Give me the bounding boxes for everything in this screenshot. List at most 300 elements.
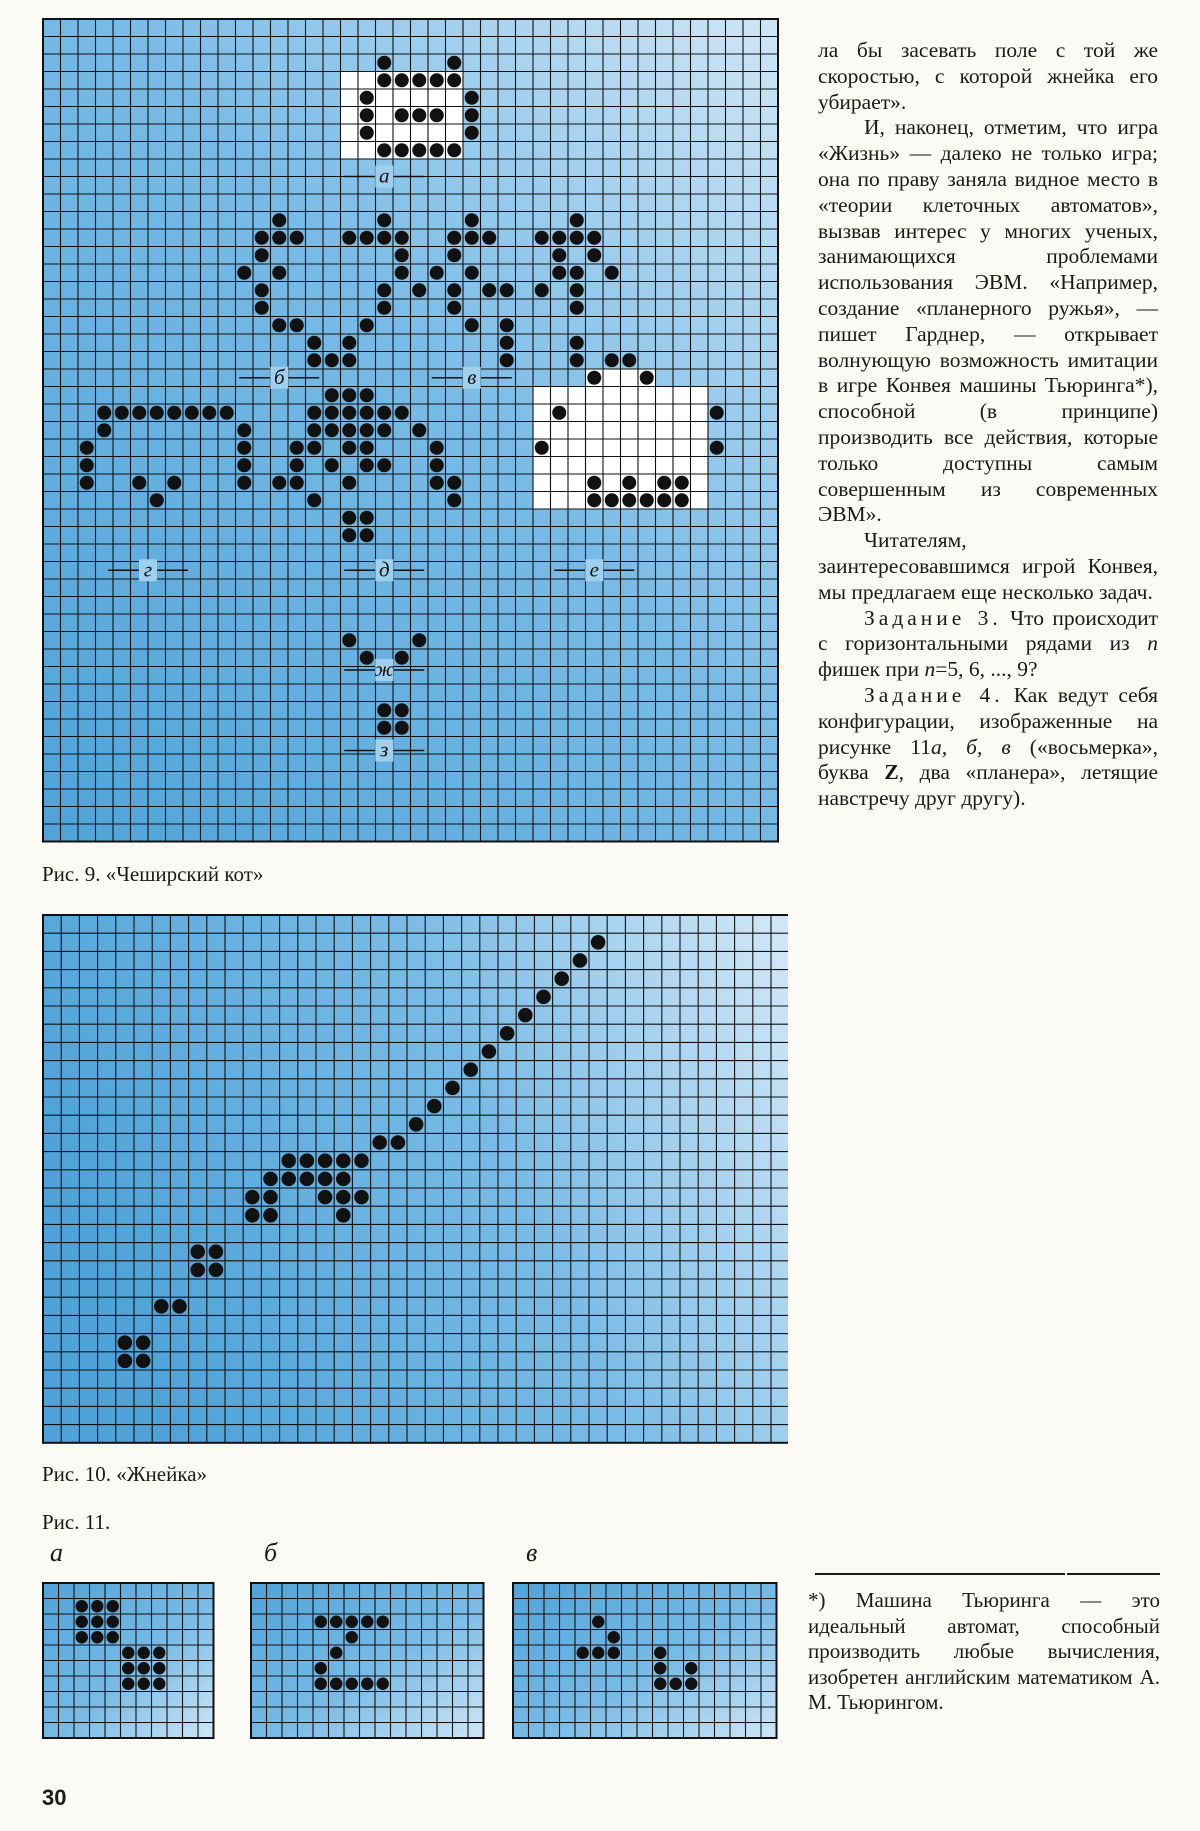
highlight-cell: [533, 387, 551, 405]
cell-dot: [710, 441, 724, 455]
cell-dot: [245, 1190, 260, 1205]
highlight-cell: [341, 89, 359, 107]
cell-dot: [167, 406, 181, 420]
cell-dot: [307, 406, 321, 420]
highlight-cell: [638, 404, 656, 422]
figure-9-label: а: [379, 163, 390, 188]
cell-dot: [122, 1647, 134, 1659]
figure-9-label: ж: [374, 657, 395, 681]
cell-dot: [138, 1678, 150, 1690]
highlight-cell: [603, 474, 621, 492]
cell-dot: [587, 493, 601, 507]
cell-dot: [587, 371, 601, 385]
cell-dot: [395, 651, 409, 665]
cell-dot: [377, 1616, 389, 1628]
cell-dot: [255, 301, 269, 315]
cell-dot: [185, 406, 199, 420]
cell-dot: [430, 108, 444, 122]
cell-dot: [377, 231, 391, 245]
cell-dot: [395, 73, 409, 87]
cell-dot: [500, 1026, 515, 1041]
cell-dot: [318, 1190, 333, 1205]
cell-dot: [445, 1081, 460, 1096]
cell-dot: [412, 108, 426, 122]
highlight-cell: [656, 387, 674, 405]
cell-dot: [237, 441, 251, 455]
highlight-cell: [638, 439, 656, 457]
task-3-label: Задание 3.: [864, 605, 1002, 630]
cell-dot: [395, 721, 409, 735]
cell-dot: [430, 73, 444, 87]
figure-11a-svg: [42, 1582, 226, 1744]
cell-dot: [307, 441, 321, 455]
cell-dot: [118, 1354, 133, 1369]
cell-dot: [608, 1647, 620, 1659]
cell-dot: [360, 458, 374, 472]
highlight-cell: [551, 422, 569, 440]
cell-dot: [587, 231, 601, 245]
cell-dot: [360, 511, 374, 525]
highlight-cell: [411, 89, 429, 107]
cell-dot: [391, 1135, 406, 1150]
cell-dot: [354, 1153, 369, 1168]
highlight-cell: [621, 404, 639, 422]
highlight-cell: [551, 387, 569, 405]
cell-dot: [412, 73, 426, 87]
cell-dot: [115, 406, 129, 420]
cell-dot: [245, 1208, 260, 1223]
paragraph-task-4: Задание 4. Как ведут себя конфигурации, изображенные на рисунке 11а, б, в («восьмерка», буква Z, два «планера», летящие навстречу друг другу).: [818, 682, 1159, 811]
highlight-cell: [533, 422, 551, 440]
highlight-cell: [691, 387, 709, 405]
figure-9-label: з: [380, 737, 389, 762]
cell-dot: [80, 476, 94, 490]
figure-11b-label: б: [264, 1538, 278, 1567]
figure-9-grid: [42, 18, 782, 850]
cell-dot: [377, 406, 391, 420]
cell-dot: [372, 1135, 387, 1150]
figure-11a-label: а: [50, 1538, 63, 1567]
cell-dot: [622, 493, 636, 507]
highlight-cell: [656, 422, 674, 440]
highlight-cell: [603, 439, 621, 457]
highlight-cell: [533, 404, 551, 422]
cell-dot: [395, 703, 409, 717]
cell-dot: [587, 248, 601, 262]
paragraph-readers: Читателям, заинтересовавшимся игрой Конвея, мы предлагаем еще несколько задач.: [818, 528, 1158, 604]
cell-dot: [153, 1647, 165, 1659]
cell-dot: [361, 1616, 373, 1628]
highlight-cell: [691, 474, 709, 492]
article-text-column: [818, 38, 1158, 812]
grid-background: [43, 915, 788, 1443]
cell-dot: [360, 441, 374, 455]
highlight-cell: [603, 457, 621, 475]
cell-dot: [237, 423, 251, 437]
cell-dot: [535, 283, 549, 297]
figure-9-label: г: [143, 557, 153, 582]
cell-dot: [554, 971, 569, 986]
cell-dot: [657, 493, 671, 507]
highlight-cell: [586, 422, 604, 440]
footnote: [808, 1588, 1160, 1716]
cell-dot: [395, 406, 409, 420]
cell-dot: [263, 1190, 278, 1205]
cell-dot: [447, 56, 461, 70]
highlight-cell: [638, 457, 656, 475]
cell-dot: [354, 1190, 369, 1205]
cell-dot: [150, 493, 164, 507]
cell-dot: [80, 458, 94, 472]
cell-dot: [570, 266, 584, 280]
figure-10-caption: Рис. 10. «Жнейка»: [42, 1462, 208, 1486]
cell-dot: [670, 1678, 682, 1690]
cell-dot: [570, 336, 584, 350]
cell-dot: [107, 1616, 119, 1628]
cell-dot: [654, 1662, 666, 1674]
cell-dot: [552, 231, 566, 245]
cell-dot: [315, 1616, 327, 1628]
cell-dot: [482, 1044, 497, 1059]
cell-dot: [395, 231, 409, 245]
figure-11a-grid: [42, 1582, 226, 1744]
highlight-cell: [568, 492, 586, 510]
cell-dot: [132, 476, 146, 490]
figure-11b-svg: [250, 1582, 490, 1744]
cell-dot: [605, 266, 619, 280]
cell-dot: [447, 248, 461, 262]
cell-dot: [412, 633, 426, 647]
cell-dot: [377, 73, 391, 87]
cell-dot: [346, 1631, 358, 1643]
cell-dot: [654, 1678, 666, 1690]
cell-dot: [132, 406, 146, 420]
task-4-label: Задание 4.: [864, 682, 1004, 707]
highlight-cell: [551, 439, 569, 457]
highlight-cell: [551, 474, 569, 492]
cell-dot: [573, 953, 588, 968]
highlight-cell: [656, 404, 674, 422]
cell-dot: [592, 1647, 604, 1659]
cell-dot: [360, 406, 374, 420]
cell-dot: [346, 1678, 358, 1690]
cell-dot: [377, 143, 391, 157]
cell-dot: [622, 353, 636, 367]
cell-dot: [342, 336, 356, 350]
cell-dot: [605, 353, 619, 367]
cell-dot: [570, 213, 584, 227]
cell-dot: [675, 493, 689, 507]
cell-dot: [360, 318, 374, 332]
highlight-cell: [621, 457, 639, 475]
cell-dot: [336, 1208, 351, 1223]
cell-dot: [605, 493, 619, 507]
cell-dot: [300, 1172, 315, 1187]
cell-dot: [360, 423, 374, 437]
cell-dot: [138, 1662, 150, 1674]
highlight-cell: [603, 387, 621, 405]
figure-9-svg: [42, 18, 782, 850]
figure-11b-grid: [250, 1582, 490, 1744]
highlight-cell: [691, 422, 709, 440]
cell-dot: [76, 1600, 88, 1612]
highlight-cell: [621, 369, 639, 387]
highlight-cell: [533, 457, 551, 475]
cell-dot: [325, 423, 339, 437]
cell-dot: [377, 283, 391, 297]
highlight-cell: [638, 422, 656, 440]
cell-dot: [209, 1244, 224, 1259]
cell-dot: [272, 318, 286, 332]
figure-9-caption: Рис. 9. «Чеширский кот»: [42, 862, 264, 886]
cell-dot: [685, 1678, 697, 1690]
cell-dot: [430, 458, 444, 472]
highlight-cell: [551, 492, 569, 510]
cell-dot: [535, 231, 549, 245]
highlight-cell: [673, 387, 691, 405]
highlight-cell: [533, 492, 551, 510]
highlight-cell: [656, 439, 674, 457]
figure-11-caption: Рис. 11.: [42, 1510, 111, 1534]
highlight-cell: [568, 387, 586, 405]
cell-dot: [154, 1299, 169, 1314]
highlight-cell: [376, 107, 394, 125]
cell-dot: [76, 1631, 88, 1643]
cell-dot: [465, 266, 479, 280]
cell-dot: [342, 633, 356, 647]
cell-dot: [482, 231, 496, 245]
cell-dot: [97, 423, 111, 437]
cell-dot: [570, 283, 584, 297]
cell-dot: [330, 1616, 342, 1628]
cell-dot: [654, 1647, 666, 1659]
cell-dot: [640, 371, 654, 385]
cell-dot: [622, 476, 636, 490]
cell-dot: [342, 441, 356, 455]
figure-9-label: д: [378, 557, 390, 582]
highlight-cell: [603, 369, 621, 387]
cell-dot: [552, 248, 566, 262]
cell-dot: [377, 1678, 389, 1690]
cell-dot: [675, 476, 689, 490]
cell-dot: [330, 1678, 342, 1690]
page-number: 30: [42, 1785, 67, 1810]
cell-dot: [412, 283, 426, 297]
figure-11v-grid: [512, 1582, 780, 1744]
cell-dot: [167, 476, 181, 490]
cell-dot: [500, 318, 514, 332]
highlight-cell: [428, 89, 446, 107]
figure-9-label: е: [589, 557, 599, 582]
cell-dot: [91, 1631, 103, 1643]
cell-dot: [591, 935, 606, 950]
cell-dot: [412, 423, 426, 437]
cell-dot: [592, 1616, 604, 1628]
cell-dot: [342, 231, 356, 245]
cell-dot: [395, 143, 409, 157]
figure-9-label: в: [467, 364, 477, 389]
highlight-cell: [446, 107, 464, 125]
cell-dot: [76, 1616, 88, 1628]
cell-dot: [290, 441, 304, 455]
cell-dot: [447, 301, 461, 315]
cell-dot: [608, 1631, 620, 1643]
cell-dot: [447, 73, 461, 87]
cell-dot: [482, 283, 496, 297]
highlight-cell: [673, 422, 691, 440]
figure-9-label: б: [273, 364, 285, 389]
highlight-cell: [586, 404, 604, 422]
highlight-cell: [393, 89, 411, 107]
footnote-rule-2: [1067, 1573, 1160, 1575]
highlight-cell: [341, 72, 359, 90]
cell-dot: [409, 1117, 424, 1132]
highlight-cell: [656, 457, 674, 475]
cell-dot: [325, 406, 339, 420]
highlight-cell: [691, 457, 709, 475]
cell-dot: [307, 336, 321, 350]
cell-dot: [685, 1662, 697, 1674]
highlight-cell: [586, 457, 604, 475]
cell-dot: [465, 91, 479, 105]
cell-dot: [536, 990, 551, 1005]
highlight-cell: [358, 72, 376, 90]
cell-dot: [430, 441, 444, 455]
cell-dot: [465, 231, 479, 245]
highlight-cell: [673, 404, 691, 422]
cell-dot: [552, 266, 566, 280]
cell-dot: [465, 213, 479, 227]
cell-dot: [360, 91, 374, 105]
cell-dot: [463, 1062, 478, 1077]
cell-dot: [360, 388, 374, 402]
cell-dot: [412, 143, 426, 157]
cell-dot: [202, 406, 216, 420]
highlight-cell: [428, 124, 446, 142]
highlight-cell: [568, 474, 586, 492]
highlight-cell: [586, 439, 604, 457]
cell-dot: [136, 1335, 151, 1350]
cell-dot: [237, 458, 251, 472]
cell-dot: [336, 1190, 351, 1205]
cell-dot: [272, 231, 286, 245]
cell-dot: [447, 283, 461, 297]
cell-dot: [190, 1244, 205, 1259]
cell-dot: [153, 1662, 165, 1674]
cell-dot: [290, 458, 304, 472]
cell-dot: [465, 108, 479, 122]
cell-dot: [395, 266, 409, 280]
figure-11v-svg: [512, 1582, 780, 1744]
cell-dot: [570, 353, 584, 367]
highlight-cell: [341, 142, 359, 160]
cell-dot: [570, 301, 584, 315]
cell-dot: [518, 1008, 533, 1023]
highlight-cell: [691, 404, 709, 422]
cell-dot: [500, 336, 514, 350]
cell-dot: [430, 143, 444, 157]
cell-dot: [710, 406, 724, 420]
cell-dot: [153, 1678, 165, 1690]
cell-dot: [80, 441, 94, 455]
cell-dot: [500, 353, 514, 367]
cell-dot: [272, 266, 286, 280]
paragraph-game-of-life: И, наконец, отметим, что игра «Жизнь» — далеко не только игра; она по праву заняла видное место в «теории клеточных автоматов», вызвав интерес у многих ученых, занимающихся проблемами использования ЭВМ. «Например, создание «планерного ружья», — пишет Гарднер, — открывает волнующую возможность имитации в игре Конвея машины Тьюринга*), способной (в принципе) производить все действия, которые только доступны самым совершенным из современных ЭВМ».: [818, 115, 1158, 527]
cell-dot: [172, 1299, 187, 1314]
highlight-cell: [446, 124, 464, 142]
cell-dot: [377, 301, 391, 315]
cell-dot: [377, 423, 391, 437]
cell-dot: [290, 318, 304, 332]
cell-dot: [220, 406, 234, 420]
highlight-cell: [411, 124, 429, 142]
highlight-cell: [603, 404, 621, 422]
cell-dot: [447, 231, 461, 245]
highlight-cell: [586, 387, 604, 405]
cell-dot: [290, 231, 304, 245]
highlight-cell: [341, 107, 359, 125]
cell-dot: [342, 353, 356, 367]
figure-11v-label: в: [526, 1538, 538, 1567]
highlight-cell: [533, 474, 551, 492]
cell-dot: [255, 231, 269, 245]
highlight-cell: [358, 142, 376, 160]
cell-dot: [377, 703, 391, 717]
cell-dot: [430, 476, 444, 490]
cell-dot: [315, 1678, 327, 1690]
highlight-cell: [603, 422, 621, 440]
highlight-cell: [621, 387, 639, 405]
cell-dot: [91, 1600, 103, 1612]
highlight-cell: [376, 89, 394, 107]
cell-dot: [122, 1662, 134, 1674]
cell-dot: [361, 1678, 373, 1690]
cell-dot: [377, 721, 391, 735]
cell-dot: [342, 423, 356, 437]
highlight-cell: [446, 89, 464, 107]
cell-dot: [342, 476, 356, 490]
cell-dot: [360, 108, 374, 122]
cell-dot: [430, 266, 444, 280]
cell-dot: [281, 1153, 296, 1168]
cell-dot: [307, 493, 321, 507]
cell-dot: [315, 1662, 327, 1674]
cell-dot: [552, 406, 566, 420]
cell-dot: [150, 406, 164, 420]
highlight-cell: [568, 457, 586, 475]
cell-dot: [395, 108, 409, 122]
cell-dot: [97, 406, 111, 420]
cell-dot: [318, 1153, 333, 1168]
highlight-cell: [691, 439, 709, 457]
cell-dot: [330, 1647, 342, 1659]
cell-dot: [263, 1208, 278, 1223]
cell-dot: [360, 651, 374, 665]
cell-dot: [447, 493, 461, 507]
cell-dot: [107, 1631, 119, 1643]
cell-dot: [535, 441, 549, 455]
cell-dot: [237, 476, 251, 490]
cell-dot: [307, 353, 321, 367]
cell-dot: [447, 143, 461, 157]
cell-dot: [377, 458, 391, 472]
cell-dot: [640, 493, 654, 507]
cell-dot: [272, 213, 286, 227]
cell-dot: [190, 1263, 205, 1278]
highlight-cell: [568, 422, 586, 440]
cell-dot: [122, 1678, 134, 1690]
cell-dot: [281, 1172, 296, 1187]
